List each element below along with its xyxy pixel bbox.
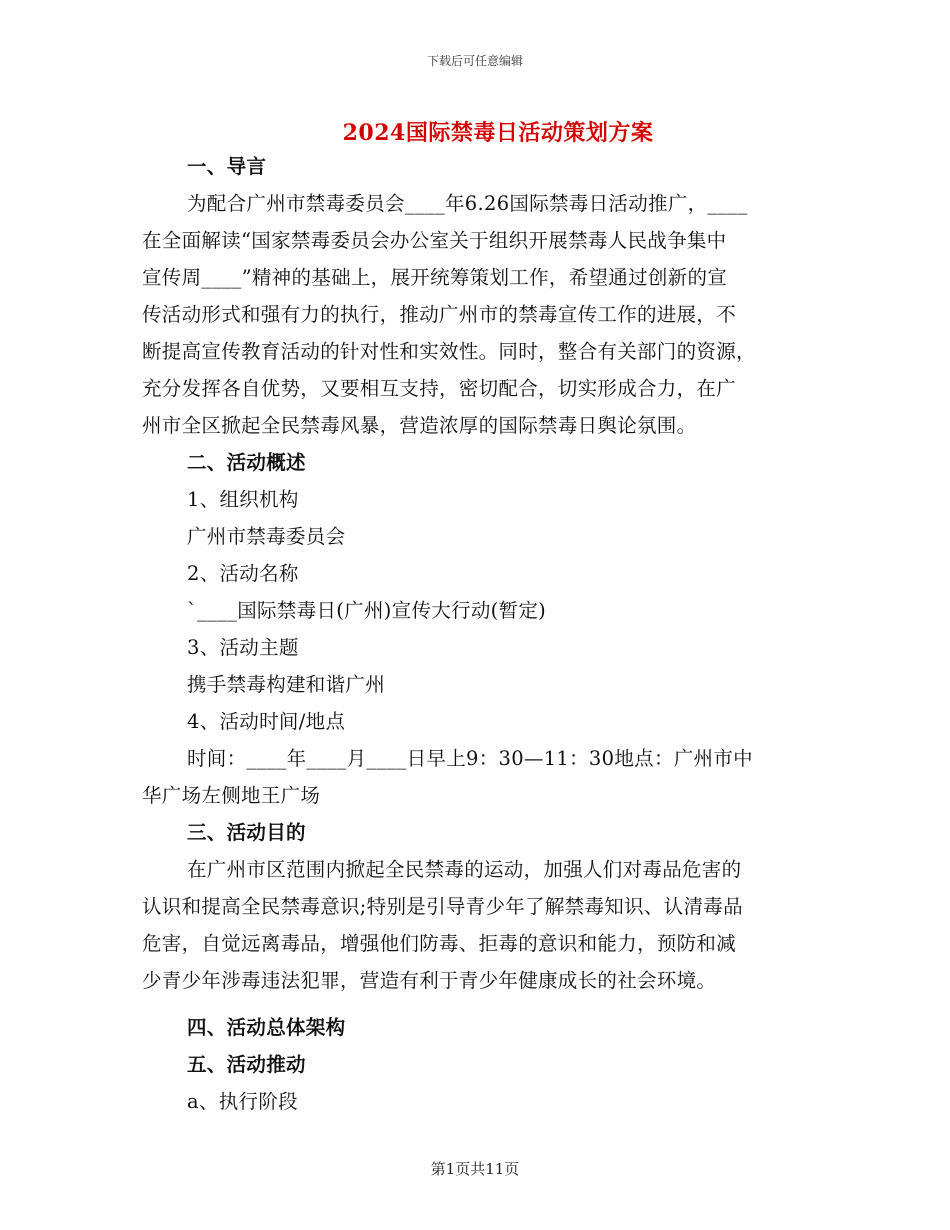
paragraph-line: 认识和提高全民禁毒意识;特别是引导青少年了解禁毒知识、认清毒品 <box>142 895 743 918</box>
subheading: 3、活动主题 <box>187 636 299 659</box>
section-heading: 二、活动概述 <box>187 451 306 474</box>
paragraph-line: 宣传周____”精神的基础上，展开统筹策划工作，希望通过创新的宣 <box>142 266 728 289</box>
download-note: 下载后可任意编辑 <box>426 54 523 68</box>
paragraph-line: 时间：____年____月____日早上9：30—11：30地点：广州市中 <box>187 747 753 770</box>
section-heading: 一、导言 <box>187 155 267 178</box>
paragraph-line: 为配合广州市禁毒委员会____年6.26国际禁毒日活动推广，____ <box>187 192 748 215</box>
subheading: 1、组织机构 <box>187 488 299 511</box>
paragraph-line: 华广场左侧地王广场 <box>142 784 321 807</box>
paragraph-line: 传活动形式和强有力的执行，推动广州市的禁毒宣传工作的进展，不 <box>142 303 737 326</box>
paragraph-line: 州市全区掀起全民禁毒风暴，营造浓厚的国际禁毒日舆论氛围。 <box>142 414 697 437</box>
section-heading: 三、活动目的 <box>187 821 306 844</box>
section-heading: 五、活动推动 <box>187 1053 306 1076</box>
subheading: 2、活动名称 <box>187 562 299 585</box>
paragraph-line: 断提高宣传教育活动的针对性和实效性。同时，整合有关部门的资源， <box>142 340 756 363</box>
paragraph-line: 少青少年涉毒违法犯罪，营造有利于青少年健康成长的社会环境。 <box>142 969 717 992</box>
document-title: 2024国际禁毒日活动策划方案 <box>342 120 654 146</box>
paragraph-line: `____国际禁毒日(广州)宣传大行动(暂定) <box>187 599 547 622</box>
subheading: a、执行阶段 <box>187 1090 298 1113</box>
document-body <box>142 148 802 1120</box>
paragraph-line: 在全面解读“国家禁毒委员会办公室关于组织开展禁毒人民战争集中 <box>142 229 727 252</box>
paragraph-line: 在广州市区范围内掀起全民禁毒的运动，加强人们对毒品危害的 <box>187 858 742 881</box>
paragraph-line: 携手禁毒构建和谐广州 <box>187 673 386 696</box>
paragraph-line: 广州市禁毒委员会 <box>187 525 346 548</box>
paragraph-line: 充分发挥各自优势，又要相互支持，密切配合，切实形成合力，在广 <box>142 377 737 400</box>
paragraph-line: 危害，自觉远离毒品，增强他们防毒、拒毒的意识和能力，预防和减 <box>142 932 737 955</box>
subheading: 4、活动时间/地点 <box>187 710 346 733</box>
page-number: 第1页共11页 <box>430 1160 520 1178</box>
section-heading: 四、活动总体架构 <box>187 1016 346 1039</box>
